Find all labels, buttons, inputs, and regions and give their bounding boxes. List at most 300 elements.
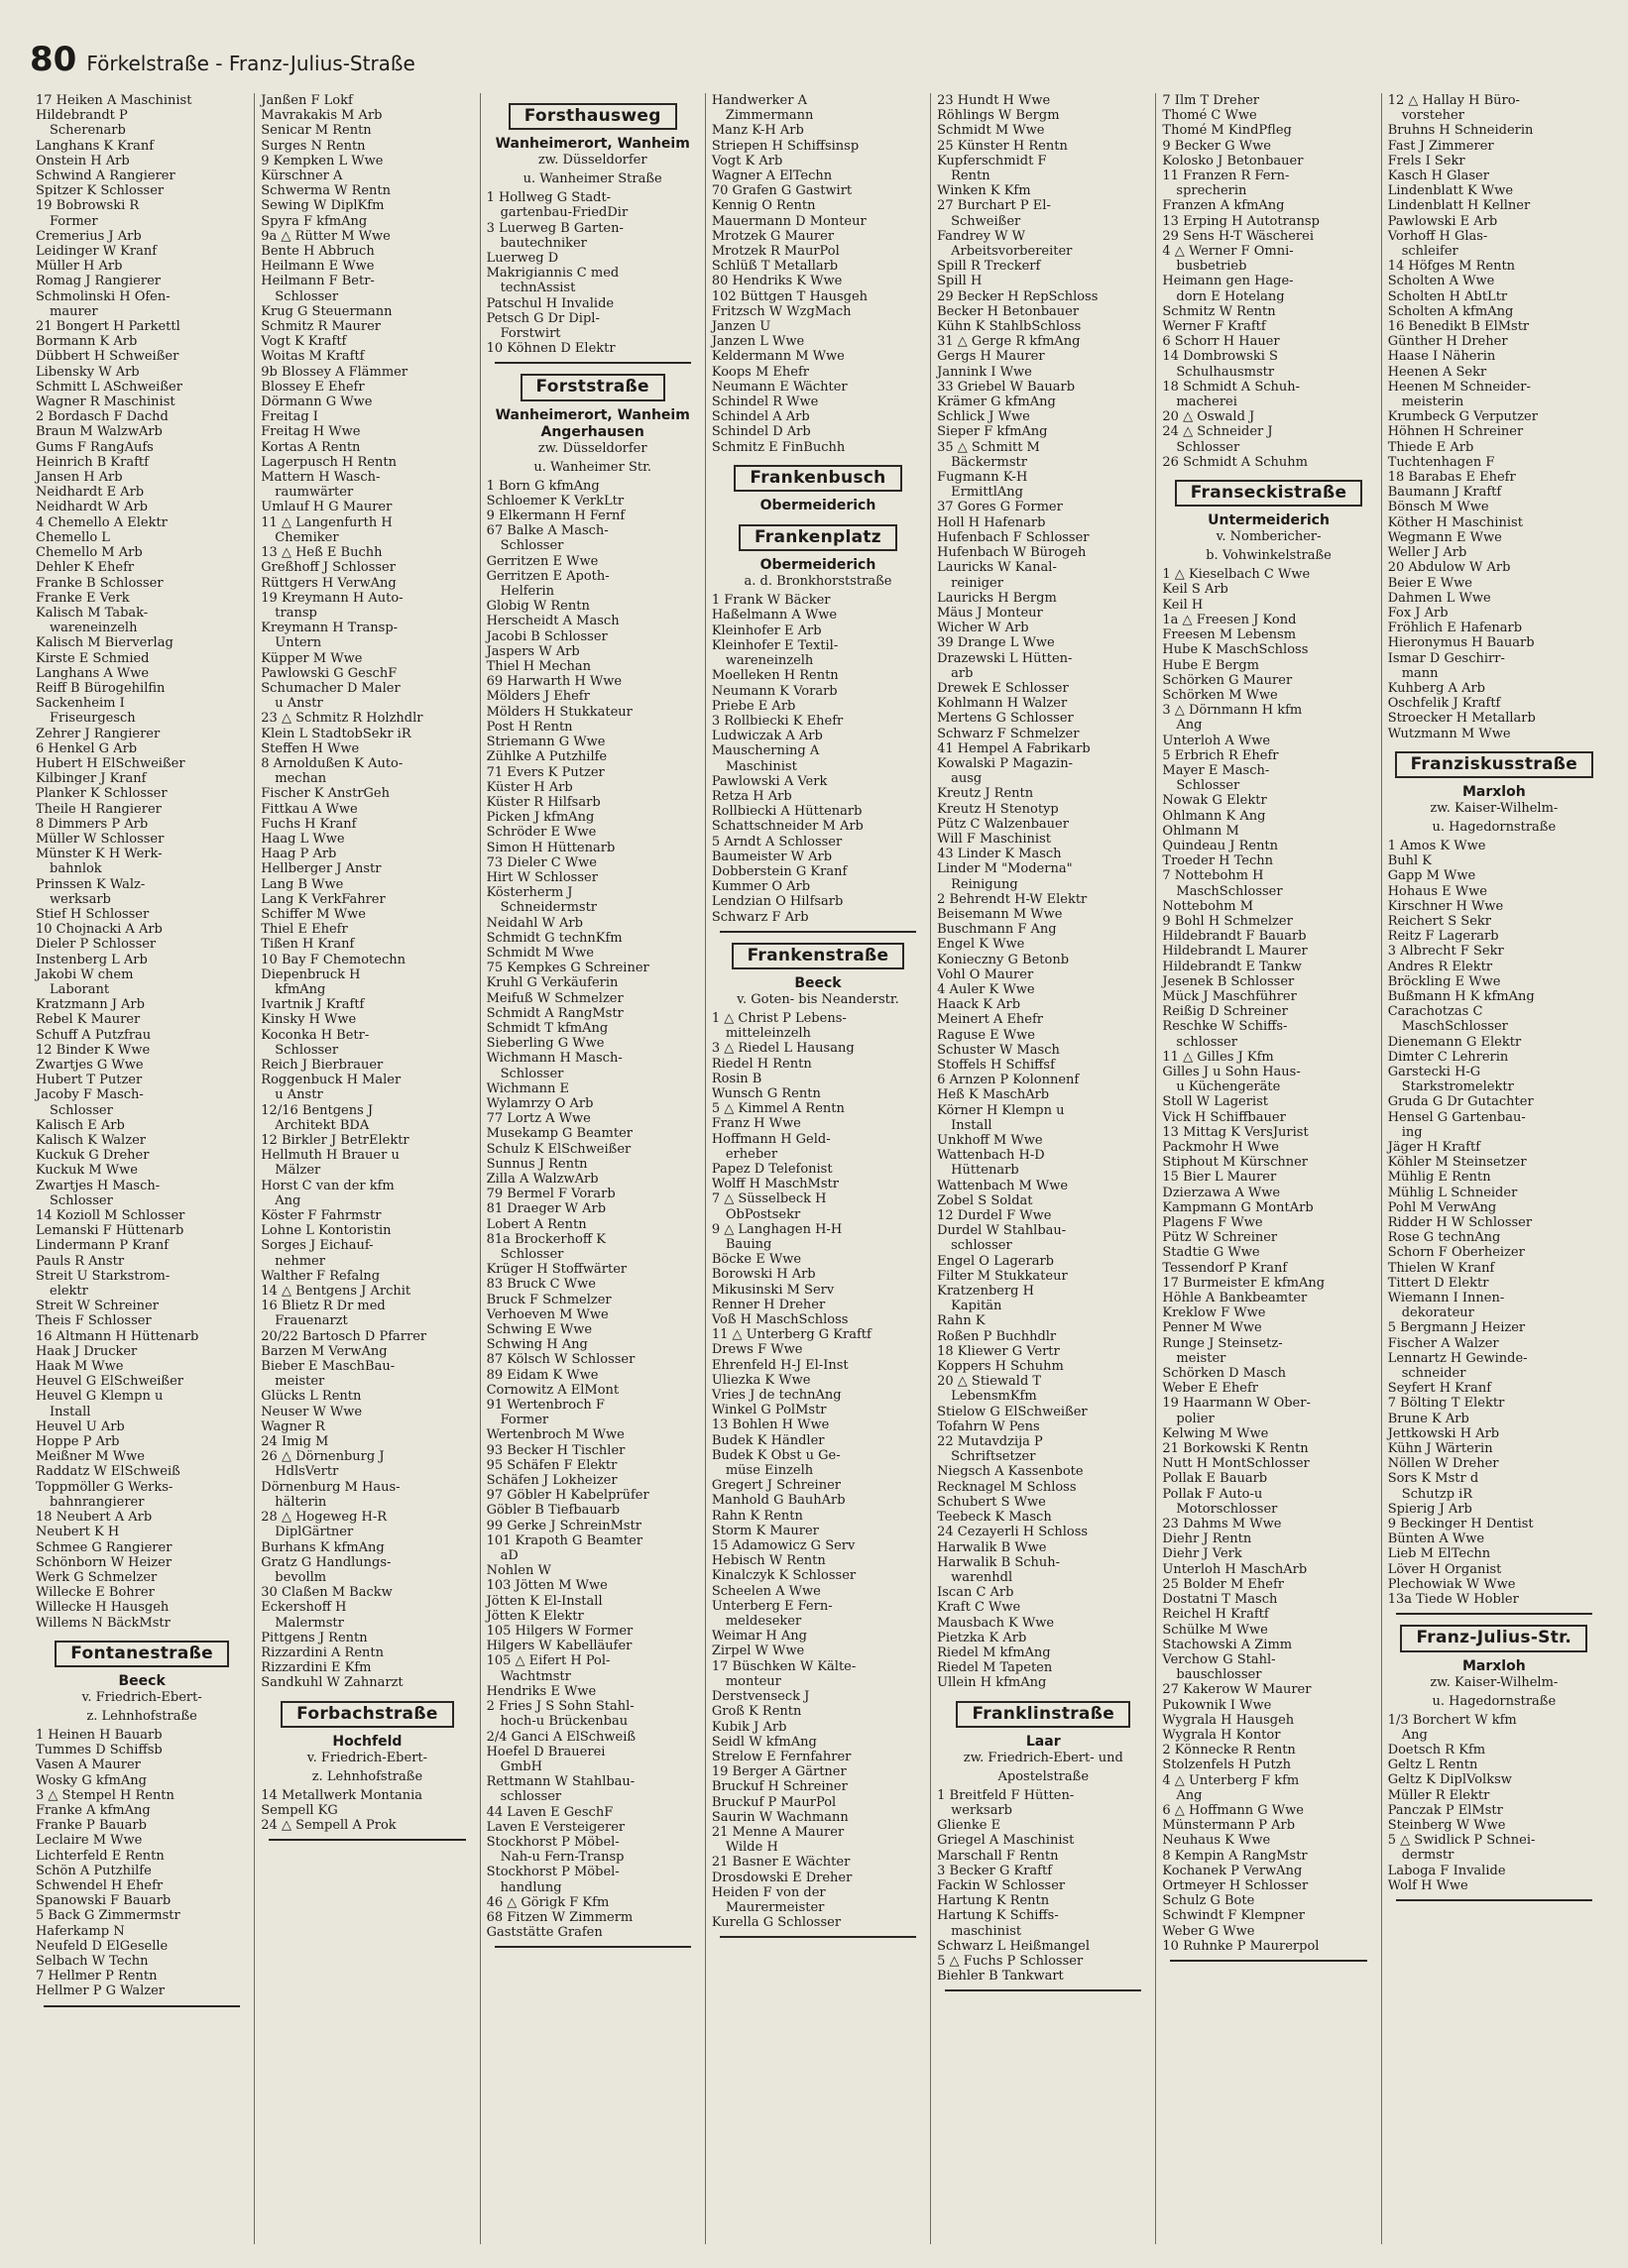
directory-entry: maschinist xyxy=(951,1923,1022,1939)
directory-entry: Mattern H Wasch- xyxy=(261,470,381,486)
directory-entry: Körner H Klempn u xyxy=(937,1102,1065,1118)
directory-entry: 5 Back G Zimmermstr xyxy=(36,1908,180,1924)
directory-entry: hoch-u Brückenbau xyxy=(500,1714,629,1730)
directory-entry: vorsteher xyxy=(1401,108,1464,124)
street-range: u. Hagedornstraße xyxy=(1432,819,1557,835)
street-header xyxy=(487,374,699,400)
directory-entry: Jakobi W chem xyxy=(36,966,134,982)
directory-entry: MaschSchlosser xyxy=(1176,883,1283,899)
directory-entry: Gerritzen E Apoth- xyxy=(486,568,610,584)
district-name: Beeck xyxy=(118,1672,166,1689)
directory-entry: Zehrer J Rangierer xyxy=(36,726,161,741)
directory-entry: Jannink I Wwe xyxy=(937,364,1032,380)
directory-entry: Zwartjes H Masch- xyxy=(36,1178,161,1193)
directory-entry: Reschke W Schiffs- xyxy=(1162,1019,1288,1035)
directory-entry: 12 Binder K Wwe xyxy=(36,1042,151,1058)
directory-entry: 1 Heinen H Bauarb xyxy=(36,1727,163,1743)
directory-entry: Schulz K ElSchweißer xyxy=(486,1141,632,1157)
directory-entry: Arbeitsvorbereiter xyxy=(951,244,1073,260)
directory-entry: Kubik J Arb xyxy=(711,1719,787,1735)
directory-entry: monteur xyxy=(725,1673,781,1689)
directory-entry: 24 Cezayerli H Schloss xyxy=(937,1525,1089,1540)
directory-entry: Neidhardt W Arb xyxy=(36,500,148,515)
directory-entry: Kochanek P VerwAng xyxy=(1162,1863,1303,1878)
directory-entry: Garstecki H-G xyxy=(1387,1064,1481,1079)
directory-entry: Runge J Steinsetz- xyxy=(1162,1335,1283,1351)
directory-entry: Schlosser xyxy=(500,1066,564,1081)
directory-entry: Iscan C Arb xyxy=(937,1585,1014,1601)
directory-entry: Recknagel M Schloss xyxy=(937,1479,1077,1495)
directory-entry: Wachtmstr xyxy=(500,1668,571,1684)
directory-entry: Priebe E Arb xyxy=(711,698,796,714)
district-name: Untermeiderich xyxy=(1208,512,1330,529)
directory-entry: Koconka H Betr- xyxy=(261,1027,370,1043)
directory-entry: Burhans K kfmAng xyxy=(261,1539,385,1555)
directory-entry: Löver H Organist xyxy=(1387,1561,1502,1577)
directory-entry: Install xyxy=(951,1117,992,1133)
directory-entry: Kinsky H Wwe xyxy=(261,1012,357,1028)
directory-entry: 24 Imig M xyxy=(261,1434,329,1450)
directory-entry: Bruck F Schmelzer xyxy=(486,1292,612,1307)
directory-entry: Gergs H Maurer xyxy=(937,349,1045,365)
directory-entry: Beier E Wwe xyxy=(1387,575,1472,591)
directory-entry: Saurin W Wachmann xyxy=(711,1809,849,1825)
directory-entry: 1 Amos K Wwe xyxy=(1387,838,1486,853)
directory-entry: Göbler B Tiefbauarb xyxy=(486,1503,621,1519)
directory-entry: 23 Hundt H Wwe xyxy=(937,93,1051,108)
directory-entry: meldeseker xyxy=(725,1614,802,1630)
directory-entry: Buschmann F Ang xyxy=(937,922,1057,938)
directory-entry: 2 Könnecke R Rentn xyxy=(1162,1743,1296,1758)
directory-entry: Chemello M Arb xyxy=(36,545,143,561)
directory-entry: 13 △ Heß E Buchh xyxy=(261,545,383,561)
directory-entry: Former xyxy=(50,213,98,229)
directory-entry: 29 Sens H-T Wäscherei xyxy=(1162,228,1314,244)
directory-entry: Thielen W Kranf xyxy=(1387,1260,1495,1276)
directory-entry: Hube K MaschSchloss xyxy=(1162,642,1309,658)
directory-entry: schleifer xyxy=(1401,244,1458,260)
directory-entry: Köther H Maschinist xyxy=(1387,514,1523,530)
directory-entry: Theis F Schlosser xyxy=(36,1313,152,1329)
directory-entry: 14 Höfges M Rentn xyxy=(1387,259,1516,275)
directory-entry: 1 Born G kfmAng xyxy=(486,478,600,494)
directory-entry: Picken J kfmAng xyxy=(486,810,595,826)
directory-entry: Uliezka K Wwe xyxy=(711,1372,811,1388)
street-header xyxy=(1388,1625,1600,1651)
directory-entry: Sandkuhl W Zahnarzt xyxy=(261,1675,404,1691)
directory-entry: elektr xyxy=(50,1284,88,1300)
directory-entry: Höhnen H Schreiner xyxy=(1387,424,1524,440)
street-header xyxy=(261,1701,473,1728)
directory-entry: Voß H MaschSchloss xyxy=(711,1312,849,1328)
directory-entry: Laven E Versteigerer xyxy=(486,1819,626,1835)
directory-entry: Ang xyxy=(275,1192,301,1208)
directory-entry: hälterin xyxy=(275,1494,327,1510)
directory-entry: Ang xyxy=(1176,718,1203,734)
directory-entry: Stoffels H Schiffsf xyxy=(937,1058,1055,1073)
directory-entry: Hoffmann H Geld- xyxy=(711,1131,831,1147)
directory-entry: Tessendorf P Kranf xyxy=(1162,1260,1288,1276)
directory-entry: Motorschlosser xyxy=(1176,1501,1278,1517)
directory-entry: 105 △ Eifert H Pol- xyxy=(486,1653,611,1669)
directory-entry: Dörmann G Wwe xyxy=(261,395,373,410)
directory-entry: Schriftsetzer xyxy=(951,1449,1036,1465)
directory-entry: Schlosser xyxy=(275,288,339,304)
directory-entry: Kummer O Arb xyxy=(711,879,811,895)
directory-entry: Schorn F Oberheizer xyxy=(1387,1245,1525,1261)
directory-entry: bauschlosser xyxy=(1176,1667,1262,1683)
directory-entry: 93 Becker H Tischler xyxy=(486,1442,626,1458)
directory-entry: Unkhoff M Wwe xyxy=(937,1133,1043,1149)
directory-entry: Kuckuk M Wwe xyxy=(36,1163,138,1179)
directory-entry: 30 Claßen M Backw xyxy=(261,1585,393,1601)
directory-entry: Lemanski F Hüttenarb xyxy=(36,1223,184,1239)
directory-entry: Reißig D Schreiner xyxy=(1162,1004,1288,1020)
directory-entry: Janzen L Wwe xyxy=(711,334,805,350)
directory-entry: Stockhorst P Möbel- xyxy=(486,1865,620,1880)
directory-entry: Zimmermann xyxy=(725,108,814,124)
directory-entry: Frels I Sekr xyxy=(1387,153,1465,169)
directory-entry: Plechowiak W Wwe xyxy=(1387,1576,1516,1592)
street-range: zw. Kaiser-Wilhelm- xyxy=(1430,1674,1559,1690)
directory-entry: 20 △ Oswald J xyxy=(1162,409,1255,425)
directory-entry: Winkel G PolMstr xyxy=(711,1403,827,1418)
directory-entry: Toppmöller G Werks- xyxy=(36,1479,174,1495)
directory-entry: 105 Hilgers W Former xyxy=(486,1624,634,1640)
directory-entry: Fast J Zimmerer xyxy=(1387,138,1494,154)
directory-entry: Borowski H Arb xyxy=(711,1267,816,1283)
directory-entry: Kühn K StahlbSchloss xyxy=(937,319,1082,335)
directory-entry: Pütz C Walzenbauer xyxy=(937,816,1069,832)
directory-entry: Gaststätte Grafen xyxy=(486,1925,603,1941)
directory-entry: Langhans A Wwe xyxy=(36,665,150,681)
directory-entry: Schwerma W Rentn xyxy=(261,183,392,199)
directory-entry: Neuser W Wwe xyxy=(261,1404,363,1419)
directory-entry: 14 Kozioll M Schlosser xyxy=(36,1208,185,1224)
directory-entry: Raddatz W ElSchweiß xyxy=(36,1464,180,1480)
directory-entry: Carachotzas C xyxy=(1387,1004,1483,1020)
street-name: Frankenplatz xyxy=(739,524,897,551)
directory-column xyxy=(30,93,254,2244)
directory-entry: 6 Arnzen P Kolonnenf xyxy=(937,1073,1080,1088)
directory-entry: Rose G technAng xyxy=(1387,1230,1501,1246)
directory-entry: Schmidt A RangMstr xyxy=(486,1005,624,1021)
directory-entry: Köster F Fahrmstr xyxy=(261,1208,382,1224)
street-range: v. Nombericher- xyxy=(1216,529,1322,545)
street-header xyxy=(487,103,699,130)
directory-entry: Selbach W Techn xyxy=(36,1953,149,1969)
directory-entry: Jettkowski H Arb xyxy=(1387,1425,1500,1441)
directory-entry: Ang xyxy=(1401,1727,1428,1743)
directory-entry: Drewek E Schlosser xyxy=(937,680,1069,696)
directory-entry: Schwarz F Schmelzer xyxy=(937,726,1080,741)
directory-entry: 37 Gores G Former xyxy=(937,500,1063,515)
directory-entry: bahnrangierer xyxy=(50,1494,145,1510)
directory-entry: 16 Blietz R Dr med xyxy=(261,1299,386,1314)
directory-entry: Griegel A Maschinist xyxy=(937,1833,1075,1849)
directory-entry: Packmohr H Wwe xyxy=(1162,1140,1280,1155)
directory-entry: Spill H xyxy=(937,274,983,289)
directory-entry: Kapitän xyxy=(951,1299,1002,1314)
directory-entry: Kelwing M Wwe xyxy=(1162,1425,1269,1441)
directory-entry: Fackin W Schlosser xyxy=(937,1877,1066,1893)
directory-entry: Hüttenarb xyxy=(951,1163,1019,1179)
directory-entry: Budek K Obst u Ge- xyxy=(711,1447,841,1463)
directory-entry: Hubert T Putzer xyxy=(36,1073,143,1088)
directory-entry: Glienke E xyxy=(937,1818,1001,1834)
directory-entry: Mikusinski M Serv xyxy=(711,1282,835,1298)
directory-entry: Stadtie G Wwe xyxy=(1162,1245,1260,1261)
directory-entry: Kreutz J Rentn xyxy=(937,786,1034,802)
directory-entry: Schröder E Wwe xyxy=(486,825,597,841)
directory-entry: Diehr J Rentn xyxy=(1162,1531,1252,1547)
directory-entry: müse Einzelh xyxy=(725,1463,814,1479)
directory-entry: Rettmann W Stahlbau- xyxy=(486,1774,636,1790)
page-title: Förkelstraße - Franz-Julius-Straße xyxy=(86,52,415,75)
directory-entry: Lohne L Kontoristin xyxy=(261,1223,392,1239)
street-name: Fontanestraße xyxy=(55,1641,229,1667)
directory-entry: Schuff A Putzfrau xyxy=(36,1027,152,1043)
directory-entry: Cremerius J Arb xyxy=(36,228,142,244)
directory-entry: Fischer K AnstrGeh xyxy=(261,786,390,802)
directory-entry: 102 Büttgen T Hausgeh xyxy=(711,288,869,304)
directory-entry: Schlüß T Metallarb xyxy=(711,259,839,275)
directory-entry: Kreutz H Stenotyp xyxy=(937,801,1059,817)
directory-entry: Meinert A Ehefr xyxy=(937,1012,1044,1028)
directory-entry: Ohlmann K Ang xyxy=(1162,808,1266,824)
directory-entry: Luerweg D xyxy=(486,251,559,267)
directory-entry: 27 Burchart P El- xyxy=(937,198,1051,214)
directory-entry: Pittgens J Rentn xyxy=(261,1630,368,1645)
directory-entry: Becker H Betonbauer xyxy=(937,303,1080,319)
directory-entry: ing xyxy=(1401,1124,1423,1140)
directory-entry: Schönborn W Heizer xyxy=(36,1554,173,1570)
directory-entry: 9 Beckinger H Dentist xyxy=(1387,1517,1534,1532)
directory-entry: Groß K Rentn xyxy=(711,1704,802,1720)
directory-entry: Schön A Putzhilfe xyxy=(36,1863,152,1878)
directory-entry: 8 Dimmers P Arb xyxy=(36,816,149,832)
directory-entry: Höhle A Bankbeamter xyxy=(1162,1291,1308,1306)
directory-columns xyxy=(30,93,1606,2244)
directory-entry: HdlsVertr xyxy=(275,1464,339,1480)
directory-entry: Hube E Bergm xyxy=(1162,657,1259,673)
directory-entry: Willecke E Bohrer xyxy=(36,1585,155,1601)
directory-entry: Jansen H Arb xyxy=(36,470,123,486)
directory-entry: Ang xyxy=(1176,1787,1203,1803)
directory-entry: 39 Drange L Wwe xyxy=(937,635,1055,651)
directory-entry: Musekamp G Beamter xyxy=(486,1126,633,1142)
street-range: a. d. Bronkhorststraße xyxy=(744,574,892,590)
directory-entry: Thiede E Arb xyxy=(1387,439,1474,455)
directory-entry: 101 Krapoth G Beamter xyxy=(486,1532,643,1548)
directory-entry: Pütz W Schreiner xyxy=(1162,1230,1278,1246)
directory-entry: Rahn K Rentn xyxy=(711,1508,803,1524)
directory-entry: Keil S Arb xyxy=(1162,582,1228,598)
street-name: Forbachstraße xyxy=(281,1701,454,1728)
directory-entry: Tummes D Schiffsb xyxy=(36,1743,163,1758)
directory-entry: Vries J de technAng xyxy=(711,1388,842,1404)
directory-entry: Hufenbach F Schlosser xyxy=(937,529,1090,545)
directory-entry: Lindenblatt K Wwe xyxy=(1387,183,1514,199)
directory-entry: aD xyxy=(500,1548,519,1564)
directory-entry: Schörken M Wwe xyxy=(1162,687,1278,703)
directory-entry: macherei xyxy=(1176,395,1237,410)
directory-entry: Dostatni T Masch xyxy=(1162,1592,1278,1608)
directory-entry: ErmittlAng xyxy=(951,485,1024,501)
directory-entry: Hildebrandt F Bauarb xyxy=(1162,929,1307,945)
directory-entry: 9 Elkermann H Fernf xyxy=(486,509,626,524)
directory-entry: Wylamrzy O Arb xyxy=(486,1095,594,1111)
directory-entry: 5 △ Fuchs P Schlosser xyxy=(937,1953,1084,1969)
directory-column xyxy=(1381,93,1606,2244)
directory-entry: Schwarz F Arb xyxy=(711,909,809,925)
directory-entry: Chemiker xyxy=(275,529,339,545)
directory-entry: Schwendel H Ehefr xyxy=(36,1877,164,1893)
directory-entry: 3 Rollbiecki K Ehefr xyxy=(711,713,844,729)
directory-entry: 3 Luerweg B Garten- xyxy=(486,220,624,236)
directory-entry: Pollak E Bauarb xyxy=(1162,1471,1268,1487)
street-name: Frankenstraße xyxy=(732,943,905,969)
directory-entry: Kolosko J Betonbauer xyxy=(1162,153,1304,169)
street-header xyxy=(36,1641,248,1667)
directory-entry: Spyra F kfmAng xyxy=(261,213,368,229)
directory-entry: Fittkau A Wwe xyxy=(261,801,358,817)
district-name: Laar xyxy=(1025,1733,1061,1750)
directory-entry: Sorges J Eichauf- xyxy=(261,1238,374,1254)
directory-entry: Köhler M Steinsetzer xyxy=(1387,1155,1527,1171)
directory-entry: Hieronymus H Bauarb xyxy=(1387,635,1535,651)
directory-entry: Budek K Händler xyxy=(711,1432,825,1448)
directory-entry: Will F Maschinist xyxy=(937,831,1051,847)
directory-entry: Neumann K Vorarb xyxy=(711,683,838,699)
directory-entry: Bauing xyxy=(725,1237,772,1252)
directory-entry: Koppers H Schuhm xyxy=(937,1359,1064,1375)
directory-entry: 1a △ Freesen J Kond xyxy=(1162,612,1297,627)
directory-entry: Fischer A Walzer xyxy=(1387,1335,1499,1351)
directory-entry: 27 Kakerow W Maurer xyxy=(1162,1682,1312,1698)
directory-entry: Heilmann F Betr- xyxy=(261,274,375,289)
directory-entry: Laborant xyxy=(50,981,110,997)
directory-entry: MaschSchlosser xyxy=(1401,1019,1508,1035)
directory-entry: 18 Neubert A Arb xyxy=(36,1510,153,1526)
directory-entry: 15 Adamowicz G Serv xyxy=(711,1538,856,1554)
directory-entry: 7 Nottebohm H xyxy=(1162,868,1264,884)
street-range: b. Vohwinkelstraße xyxy=(1206,548,1332,564)
directory-entry: Lieb M ElTechn xyxy=(1387,1546,1491,1562)
directory-entry: Fröhlich E Hafenarb xyxy=(1387,621,1523,636)
directory-entry: Schuster W Masch xyxy=(937,1042,1060,1058)
directory-entry: Schwing E Wwe xyxy=(486,1322,593,1338)
directory-entry: Schlosser xyxy=(50,1102,113,1118)
directory-entry: Linder M "Moderna" xyxy=(937,861,1073,877)
directory-entry: Rizzardini E Kfm xyxy=(261,1660,372,1676)
directory-entry: Hildebrandt L Maurer xyxy=(1162,944,1308,960)
directory-entry: Moelleken H Rentn xyxy=(711,668,839,684)
directory-entry: Janzen U xyxy=(711,319,771,335)
directory-entry: Blossey E Ehefr xyxy=(261,379,365,395)
directory-entry: Kirste E Schmied xyxy=(36,650,150,666)
directory-entry: 7 Hellmer P Rentn xyxy=(36,1969,158,1984)
directory-entry: Schmee G Rangierer xyxy=(36,1539,173,1555)
directory-entry: Harwalik B Schuh- xyxy=(937,1554,1061,1570)
directory-entry: Pawlowski A Verk xyxy=(711,773,828,789)
directory-entry: Mauermann D Monteur xyxy=(711,213,867,229)
directory-entry: Heinrich B Kraftf xyxy=(36,454,149,470)
directory-entry: Roggenbuck H Maler xyxy=(261,1073,402,1088)
directory-entry: Schülke M Wwe xyxy=(1162,1622,1268,1638)
directory-entry: Theile H Rangierer xyxy=(36,801,162,817)
directory-entry: Chemello L xyxy=(36,529,110,545)
directory-entry: Franzen A kfmAng xyxy=(1162,198,1285,214)
directory-entry: mitteleinzelh xyxy=(725,1026,811,1042)
directory-entry: 10 Ruhnke P Maurerpol xyxy=(1162,1938,1320,1954)
directory-entry: ausg xyxy=(951,771,983,787)
directory-entry: Pukownik I Wwe xyxy=(1162,1697,1272,1713)
directory-entry: 14 Dombrowski S xyxy=(1162,349,1278,365)
directory-entry: Wagner A ElTechn xyxy=(711,169,833,184)
directory-entry: Kuhberg A Arb xyxy=(1387,680,1485,696)
directory-entry: 89 Eidam K Wwe xyxy=(486,1367,599,1383)
directory-entry: Teebeck K Masch xyxy=(937,1510,1052,1526)
directory-entry: Diehr J Verk xyxy=(1162,1546,1242,1562)
directory-entry: Senicar M Rentn xyxy=(261,123,372,139)
street-range: u. Wanheimer Str. xyxy=(533,459,652,475)
directory-entry: 11 △ Gilles J Kfm xyxy=(1162,1049,1274,1065)
directory-entry: 3 △ Stempel H Rentn xyxy=(36,1787,174,1803)
directory-entry: 5 Arndt A Schlosser xyxy=(711,834,843,850)
directory-entry: Reichert S Sekr xyxy=(1387,913,1491,929)
directory-entry: Bröckling E Wwe xyxy=(1387,973,1501,989)
directory-entry: Dienemann G Elektr xyxy=(1387,1034,1522,1050)
directory-entry: 11 △ Unterberg G Kraftf xyxy=(711,1327,872,1343)
directory-entry: Wilde H xyxy=(725,1840,778,1856)
directory-entry: Dehler K Ehefr xyxy=(36,560,135,576)
street-range: zw. Düsseldorfer xyxy=(537,153,647,169)
directory-entry: Dimter C Lehrerin xyxy=(1387,1049,1509,1065)
directory-entry: Dobberstein G Kranf xyxy=(711,863,848,879)
directory-entry: 2 Fries J S Sohn Stahl- xyxy=(486,1699,635,1715)
directory-entry: 11 Franzen R Fern- xyxy=(1162,169,1290,184)
directory-entry: 21 Bongert H Parkettl xyxy=(36,319,180,335)
directory-entry: Kraft C Wwe xyxy=(937,1600,1021,1616)
section-rule xyxy=(495,1946,691,1948)
directory-entry: Rüttgers H VerwAng xyxy=(261,575,397,591)
directory-entry: Wichmann H Masch- xyxy=(486,1051,623,1067)
directory-entry: Filter M Stukkateur xyxy=(937,1268,1068,1284)
directory-entry: 7 Ilm T Dreher xyxy=(1162,93,1259,108)
directory-entry: Hildebrandt E Tankw xyxy=(1162,959,1302,974)
directory-entry: 3 Becker G Kraftf xyxy=(937,1863,1053,1878)
directory-entry: 80 Hendriks K Wwe xyxy=(711,274,843,289)
directory-entry: Kilbinger J Kranf xyxy=(36,771,147,787)
directory-entry: Sieberling G Wwe xyxy=(486,1036,605,1052)
section-rule xyxy=(1396,1899,1592,1901)
street-header xyxy=(712,943,924,969)
directory-entry: schlosser xyxy=(500,1789,562,1805)
directory-entry: Panczak P ElMstr xyxy=(1387,1802,1503,1818)
directory-entry: Werner F Kraftf xyxy=(1162,319,1266,335)
directory-entry: Franke B Schlosser xyxy=(36,575,164,591)
directory-entry: dekorateur xyxy=(1401,1305,1474,1321)
directory-entry: 9 △ Langhagen H-H xyxy=(711,1221,843,1237)
directory-entry: Niegsch A Kassenbote xyxy=(937,1464,1084,1480)
directory-entry: werksarb xyxy=(50,891,111,907)
directory-entry: busbetrieb xyxy=(1176,259,1247,275)
directory-entry: Engel O Lagerarb xyxy=(937,1253,1054,1269)
directory-entry: Schmitz R Maurer xyxy=(261,319,382,335)
directory-entry: Leidinger W Kranf xyxy=(36,244,158,260)
directory-entry: Mayer E Masch- xyxy=(1162,762,1270,778)
